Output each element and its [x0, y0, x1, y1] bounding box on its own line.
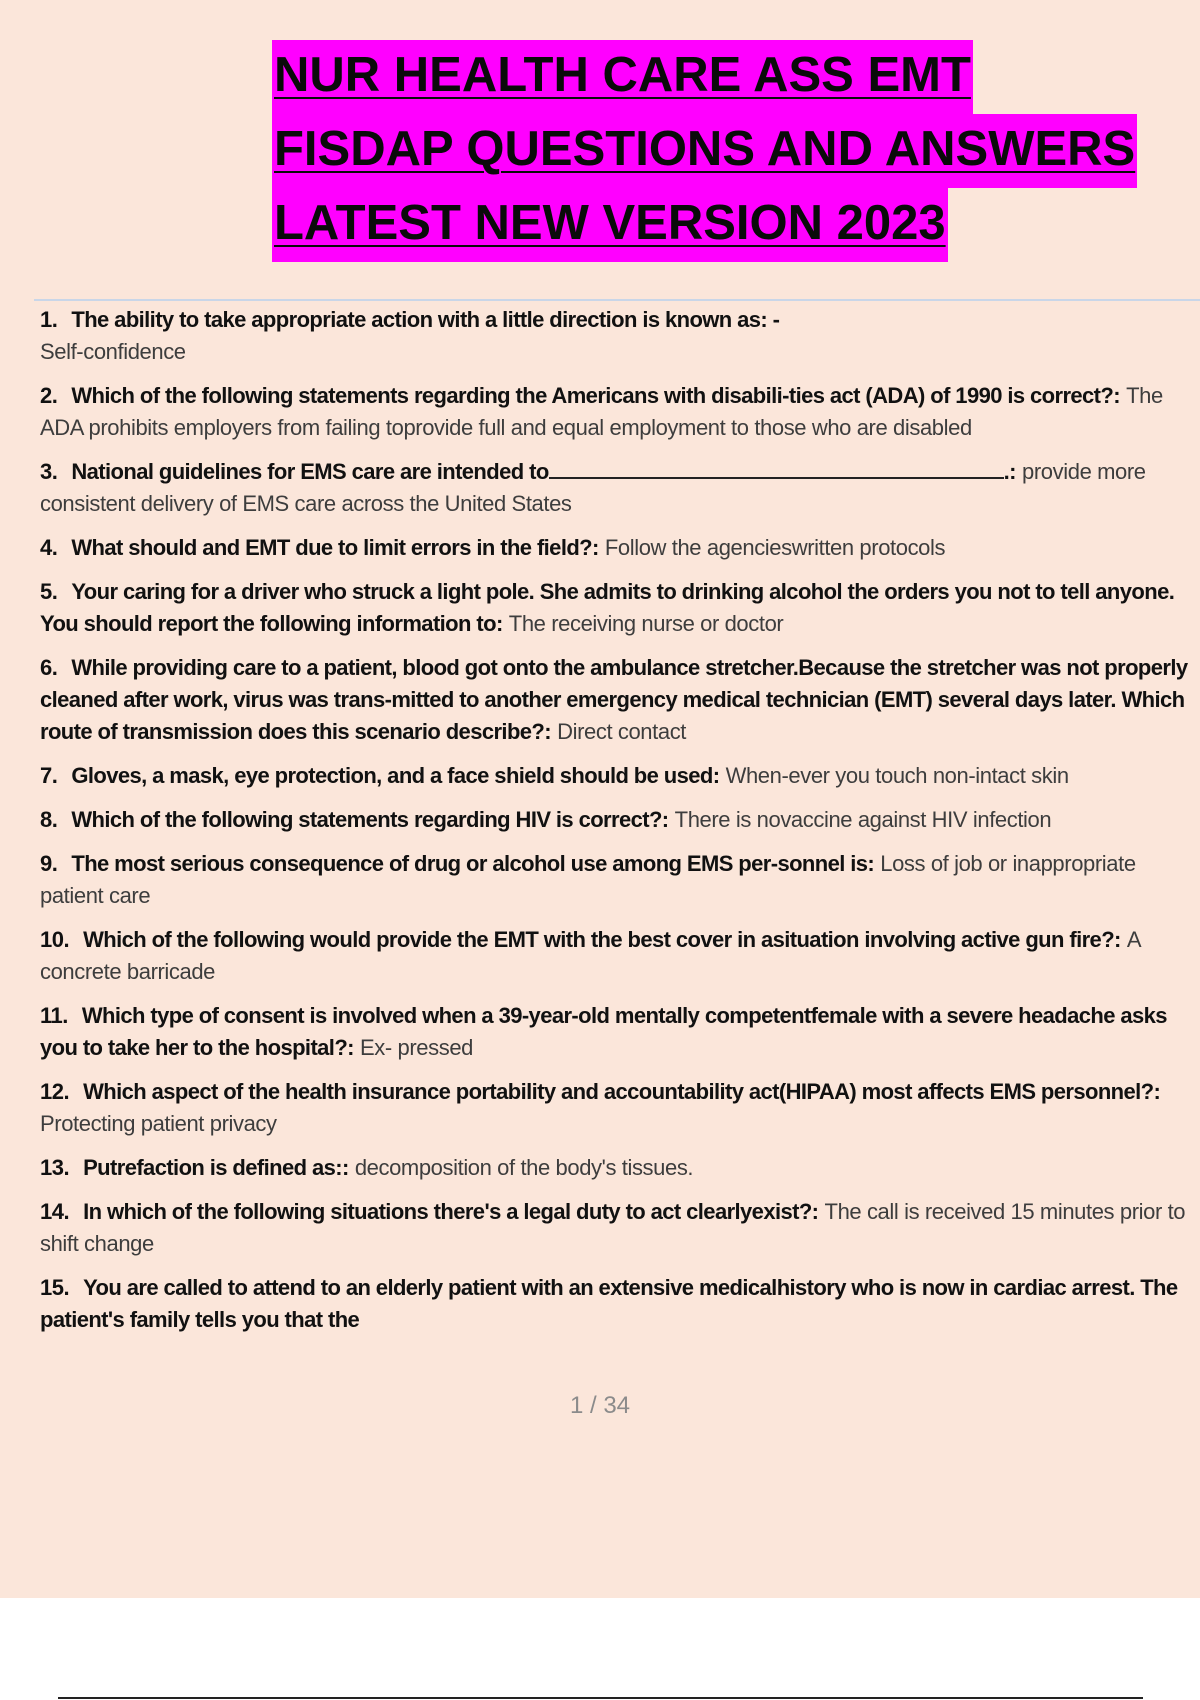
qa-list — [40, 304, 1195, 1348]
question-text: While providing care to a patient, blood got onto the ambulance stretcher.Because the stretcher was not properly cleaned after work, virus was trans-mitted to another emergency medical technician (EMT) several days later. Which route of transmission does this scenario describe?: — [40, 655, 1188, 744]
qa-item-9 — [40, 848, 1195, 912]
answer-text: Direct contact — [557, 719, 687, 744]
answer-text: Follow the agencieswritten protocols — [604, 535, 946, 560]
qa-item-2 — [40, 380, 1195, 444]
item-number: 7. — [40, 763, 58, 788]
answer-text: decomposition of the body's tissues. — [354, 1155, 694, 1180]
item-number: 6. — [40, 655, 58, 680]
item-number: 10. — [40, 927, 70, 952]
question-text: The ability to take appropriate action with a little direction is known as: - — [71, 307, 780, 332]
answer-text: Self-confidence — [40, 339, 186, 364]
question-text: What should and EMT due to limit errors in the field?: — [71, 535, 599, 560]
item-number: 4. — [40, 535, 58, 560]
answer-text: A concrete barricade — [40, 927, 1140, 984]
fill-in-blank — [549, 457, 1004, 479]
question-text: Which type of consent is involved when a 39-year-old mentally competentfemale with a severe headache asks you to take her to the hospital?: — [40, 1003, 1167, 1060]
title-line-1: NUR HEALTH CARE ASS EMT — [272, 40, 973, 114]
qa-item-5 — [40, 576, 1195, 640]
question-text: Your caring for a driver who struck a light pole. She admits to drinking alcohol the orders you not to tell anyone. You should report the following information to: — [40, 579, 1175, 636]
document-title — [272, 40, 1137, 262]
qa-item-12 — [40, 1076, 1195, 1140]
question-text: The most serious consequence of drug or alcohol use among EMS per-sonnel is: — [71, 851, 875, 876]
question-text: Which of the following statements regarding the Americans with disabili-ties act (ADA) of 1990 is correct?: — [71, 383, 1120, 408]
answer-text: There is novaccine against HIV infection — [674, 807, 1052, 832]
answer-text: Ex- pressed — [360, 1035, 473, 1060]
answer-text: The receiving nurse or doctor — [508, 611, 784, 636]
page-number: 1 / 34 — [569, 1392, 631, 1419]
item-number: 5. — [40, 579, 58, 604]
qa-item-3 — [40, 456, 1195, 520]
item-number: 14. — [40, 1199, 70, 1224]
qa-item-6 — [40, 652, 1195, 748]
item-number: 12. — [40, 1079, 70, 1104]
question-text: National guidelines for EMS care are intended to — [71, 459, 549, 484]
item-number: 8. — [40, 807, 58, 832]
question-text: Which aspect of the health insurance portability and accountability act(HIPAA) most affects EMS personnel?: — [83, 1079, 1161, 1104]
answer-text: Protecting patient privacy — [40, 1111, 277, 1136]
title-line-2: FISDAP QUESTIONS AND ANSWERS — [272, 114, 1137, 188]
answer-text: When-ever you touch non-intact skin — [725, 763, 1069, 788]
qa-item-4 — [40, 532, 1195, 564]
question-text: Which of the following would provide the EMT with the best cover in asituation involving active gun fire?: — [83, 927, 1121, 952]
question-text: Putrefaction is defined as:: — [83, 1155, 349, 1180]
item-number: 2. — [40, 383, 58, 408]
qa-item-8 — [40, 804, 1195, 836]
answer-text: Loss of job or inappropriate patient care — [40, 851, 1136, 908]
qa-item-10 — [40, 924, 1195, 988]
qa-item-11 — [40, 1000, 1195, 1064]
qa-item-1 — [40, 304, 1195, 368]
qa-item-14 — [40, 1196, 1195, 1260]
item-number: 1. — [40, 307, 58, 332]
question-text: Gloves, a mask, eye protection, and a face shield should be used: — [71, 763, 720, 788]
item-number: 3. — [40, 459, 58, 484]
answer-text: The ADA prohibits employers from failing toprovide full and equal employment to those who are disabled — [40, 383, 1163, 440]
blank-suffix: .: — [1003, 459, 1016, 484]
title-line-3: LATEST NEW VERSION 2023 — [272, 188, 948, 262]
next-page-edge — [58, 1697, 1143, 1699]
item-number: 13. — [40, 1155, 70, 1180]
question-text: In which of the following situations there's a legal duty to act clearlyexist?: — [83, 1199, 819, 1224]
qa-item-7 — [40, 760, 1195, 792]
question-text: You are called to attend to an elderly patient with an extensive medicalhistory who is now in cardiac arrest. The patient's family tells you that the — [40, 1275, 1178, 1332]
item-number: 15. — [40, 1275, 70, 1300]
answer-text: The call is received 15 minutes prior to shift change — [40, 1199, 1186, 1256]
item-number: 9. — [40, 851, 58, 876]
item-number: 11. — [40, 1003, 68, 1028]
question-text: Which of the following statements regarding HIV is correct?: — [71, 807, 669, 832]
qa-item-15 — [40, 1272, 1195, 1336]
answer-text: provide more consistent delivery of EMS care across the United States — [40, 459, 1146, 516]
header-divider — [34, 299, 1200, 301]
qa-item-13 — [40, 1152, 1195, 1184]
